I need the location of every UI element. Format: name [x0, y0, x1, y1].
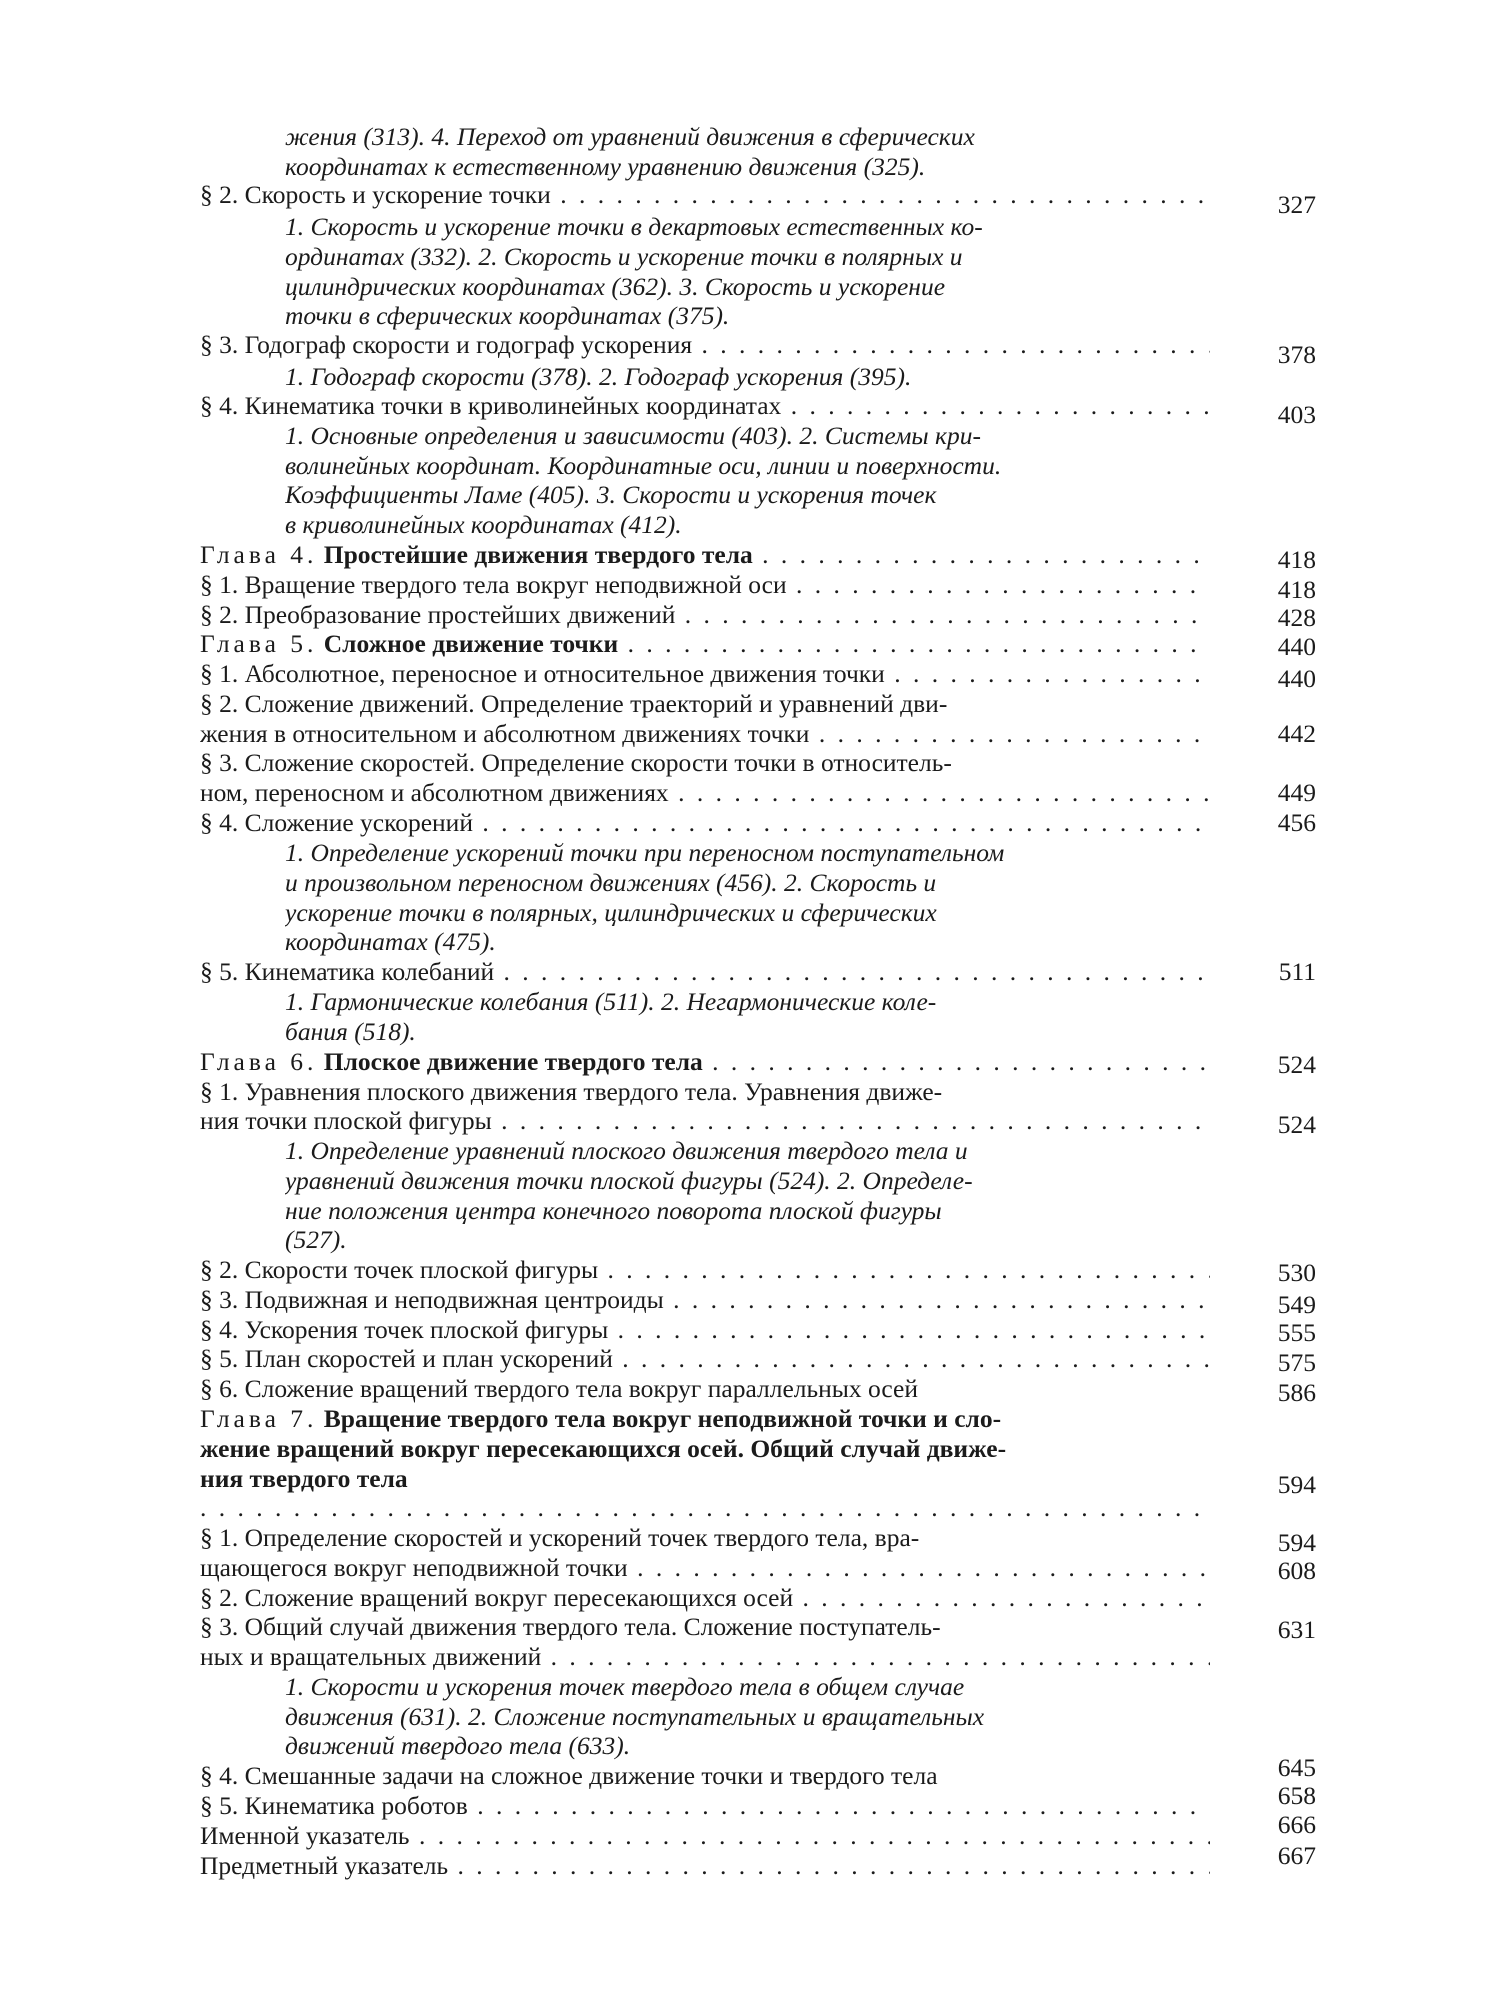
- page-number: 327: [1277, 190, 1316, 219]
- toc-entry-line: [200, 1791, 1210, 1821]
- toc-entry-line: [200, 1374, 1210, 1404]
- entry-text: § 4. Ускорения точек плоской фигуры: [200, 1315, 609, 1344]
- page-number: 645: [1277, 1753, 1316, 1782]
- toc-subentry-line: [285, 362, 1210, 392]
- entry-text: волинейных координат. Координатные оси, линии и поверхности.: [285, 451, 1002, 480]
- entry-text: ных и вращательных движений: [200, 1642, 542, 1671]
- toc-subentry-line: [285, 1136, 1210, 1166]
- toc-entry-line: [200, 1821, 1210, 1851]
- page-number: 418: [1277, 575, 1316, 604]
- page-number: 667: [1277, 1841, 1316, 1870]
- entry-text: 1. Определение уравнений плоского движения твердого тела и: [285, 1136, 968, 1165]
- entry-text: § 2. Преобразование простейших движений: [200, 600, 676, 629]
- entry-text: ном, переносном и абсолютном движениях: [200, 778, 669, 807]
- entry-text: ния точки плоской фигуры: [200, 1106, 492, 1135]
- toc-entry-line: [200, 719, 1210, 749]
- toc-subentry-line: [285, 898, 1210, 928]
- page-number: 575: [1277, 1348, 1316, 1377]
- chapter-title: Вращение твердого тела вокруг неподвижной точки и сло-: [323, 1404, 1002, 1433]
- toc-subentry-line: [285, 1731, 1210, 1761]
- toc-subentry-line: [285, 927, 1210, 957]
- page-number: 442: [1277, 719, 1316, 748]
- toc-entry-line: [200, 1106, 1210, 1136]
- entry-text: § 2. Скорость и ускорение точки: [200, 180, 551, 209]
- chapter-title: Простейшие движения твердого тела: [323, 540, 753, 569]
- toc-entry-line: [200, 1285, 1210, 1315]
- entry-text: § 6. Сложение вращений твердого тела вокруг параллельных осей: [200, 1374, 919, 1403]
- entry-text: § 3. Общий случай движения твердого тела. Сложение поступатель-: [200, 1612, 941, 1641]
- entry-text: движения (631). 2. Сложение поступательных и вращательных: [285, 1702, 985, 1731]
- toc-subentry-line: [285, 212, 1210, 242]
- toc-entry-line: [200, 1612, 1210, 1642]
- page-number: 658: [1277, 1781, 1316, 1810]
- page-number: 440: [1277, 664, 1316, 693]
- entry-text: § 1. Абсолютное, переносное и относительное движения точки: [200, 659, 885, 688]
- entry-text: § 5. Кинематика колебаний: [200, 957, 495, 986]
- toc-subentry-line: [285, 480, 1210, 510]
- page-number: 428: [1277, 603, 1316, 632]
- toc-subentry-line: [285, 838, 1210, 868]
- page-number: 594: [1277, 1528, 1316, 1557]
- toc-chapter-line: [200, 1047, 1210, 1077]
- entry-text: 1. Скорости и ускорения точек твердого тела в общем случае: [285, 1672, 965, 1701]
- page-number: 440: [1277, 632, 1316, 661]
- toc-entry-line: [200, 957, 1210, 987]
- toc-entry-line: [200, 1255, 1210, 1285]
- toc-entry-line: [200, 391, 1210, 421]
- entry-text: цилиндрических координатах (362). 3. Скорость и ускорение: [285, 272, 946, 301]
- toc-subentry-line: [285, 272, 1210, 302]
- entry-text: § 1. Уравнения плоского движения твердого тела. Уравнения движе-: [200, 1077, 943, 1106]
- page-number: 549: [1277, 1290, 1316, 1319]
- toc-entry-line: [200, 570, 1210, 600]
- page-number: 631: [1277, 1615, 1316, 1644]
- toc-entry-line: [200, 1761, 1210, 1791]
- toc-subentry-line: [285, 1702, 1210, 1732]
- entry-text: § 2. Сложение движений. Определение траекторий и уравнений дви-: [200, 689, 948, 718]
- entry-text: Предметный указатель: [200, 1851, 449, 1880]
- entry-text: (527).: [285, 1225, 347, 1254]
- entry-text: координатах к естественному уравнению движения (325).: [285, 152, 926, 181]
- toc-subentry-line: [285, 510, 1210, 540]
- toc-entry-line: [200, 1315, 1210, 1345]
- entry-text: 1. Гармонические колебания (511). 2. Негармонические коле-: [285, 987, 937, 1016]
- toc-entry-line: [200, 600, 1210, 630]
- entry-text: § 4. Кинематика точки в криволинейных координатах: [200, 391, 782, 420]
- page-number: 524: [1277, 1110, 1316, 1139]
- toc-entry-line: [200, 1642, 1210, 1672]
- entry-text: ординатах (332). 2. Скорость и ускорение точки в полярных и: [285, 242, 963, 271]
- toc-subentry-line: [285, 421, 1210, 451]
- page-number: 555: [1277, 1318, 1316, 1347]
- entry-text: 1. Определение ускорений точки при переносном поступательном: [285, 838, 1005, 867]
- entry-text: § 5. Кинематика роботов: [200, 1791, 468, 1820]
- entry-text: § 4. Смешанные задачи на сложное движение точки и твердого тела: [200, 1761, 938, 1790]
- chapter-label: Глава 5.: [200, 629, 318, 658]
- entry-text: 1. Годограф скорости (378). 2. Годограф ускорения (395).: [285, 362, 912, 391]
- toc-subentry-line: [285, 1672, 1210, 1702]
- page-number: 608: [1277, 1556, 1316, 1585]
- toc-subentry-line: [285, 451, 1210, 481]
- entry-text: § 1. Вращение твердого тела вокруг неподвижной оси: [200, 570, 787, 599]
- toc-subentry-line: [285, 1196, 1210, 1226]
- entry-text: движений твердого тела (633).: [285, 1731, 631, 1760]
- toc-subentry-line: [285, 152, 1210, 182]
- entry-text: координатах (475).: [285, 927, 496, 956]
- toc-entry-line: [200, 1851, 1210, 1881]
- toc-entry-line: [200, 1434, 1210, 1464]
- toc-entry-line: [200, 1344, 1210, 1374]
- entry-text: 1. Скорость и ускорение точки в декартовых естественных ко-: [285, 212, 983, 241]
- entry-text: и произвольном переносном движениях (456). 2. Скорость и: [285, 868, 937, 897]
- toc-subentry-line: [285, 301, 1210, 331]
- entry-text: Именной указатель: [200, 1821, 410, 1850]
- toc-entry-line: [200, 689, 1210, 719]
- toc-entry-line: [200, 808, 1210, 838]
- chapter-label: Глава 7.: [200, 1404, 318, 1433]
- toc-subentry-line: [285, 1166, 1210, 1196]
- entry-text: ускорение точки в полярных, цилиндрических и сферических: [285, 898, 937, 927]
- chapter-title: Сложное движение точки: [323, 629, 619, 658]
- toc-subentry-line: [285, 1225, 1210, 1255]
- toc-entry-line: [200, 330, 1210, 360]
- entry-text: уравнений движения точки плоской фигуры (524). 2. Определе-: [285, 1166, 973, 1195]
- entry-text: щающегося вокруг неподвижной точки: [200, 1553, 628, 1582]
- entry-text: § 3. Годограф скорости и годограф ускорения: [200, 330, 693, 359]
- entry-text: § 5. План скоростей и план ускорений: [200, 1344, 613, 1373]
- page-number: 456: [1277, 808, 1316, 837]
- entry-text: жения (313). 4. Переход от уравнений движения в сферических: [285, 122, 975, 151]
- toc-entry-line: [200, 778, 1210, 808]
- toc-entry-line: [200, 1583, 1210, 1613]
- toc-chapter-line: [200, 540, 1210, 570]
- entry-text: ние положения центра конечного поворота плоской фигуры: [285, 1196, 942, 1225]
- toc-subentry-line: [285, 987, 1210, 1017]
- chapter-title-cont: жение вращений вокруг пересекающихся осей. Общий случай движе-: [200, 1434, 1007, 1463]
- chapter-label: Глава 6.: [200, 1047, 318, 1076]
- entry-text: 1. Основные определения и зависимости (403). 2. Системы кри-: [285, 421, 981, 450]
- entry-text: § 2. Скорости точек плоской фигуры: [200, 1255, 599, 1284]
- page-number: 666: [1277, 1810, 1316, 1839]
- entry-text: в криволинейных координатах (412).: [285, 510, 682, 539]
- page-number: 586: [1277, 1378, 1316, 1407]
- entry-text: § 1. Определение скоростей и ускорений точек твердого тела, вра-: [200, 1523, 920, 1552]
- toc-entry-line: [200, 1464, 1210, 1494]
- toc-entry-line: [200, 180, 1210, 210]
- entry-text: Коэффициенты Ламе (405). 3. Скорости и ускорения точек: [285, 480, 937, 509]
- chapter-label: Глава 4.: [200, 540, 318, 569]
- page-number: 378: [1277, 340, 1316, 369]
- toc-entry-line: [200, 659, 1210, 689]
- entry-text: точки в сферических координатах (375).: [285, 301, 730, 330]
- toc-entry-line: [200, 748, 1210, 778]
- toc-subentry-line: [285, 868, 1210, 898]
- page-number: 594: [1277, 1470, 1316, 1499]
- chapter-title: Плоское движение твердого тела: [323, 1047, 703, 1076]
- page-number: 403: [1277, 400, 1316, 429]
- page-number: 524: [1277, 1050, 1316, 1079]
- entry-text: § 4. Сложение ускорений: [200, 808, 473, 837]
- toc-chapter-line: [200, 629, 1210, 659]
- toc-chapter-line: [200, 1404, 1210, 1434]
- entry-text: жения в относительном и абсолютном движениях точки: [200, 719, 810, 748]
- toc-entry-line: [200, 1493, 1210, 1523]
- page-number: 530: [1277, 1258, 1316, 1287]
- page-number: 449: [1277, 778, 1316, 807]
- entry-text: § 2. Сложение вращений вокруг пересекающихся осей: [200, 1583, 794, 1612]
- toc-entry-line: [200, 1523, 1210, 1553]
- page-number: 511: [1278, 957, 1316, 986]
- entry-text: § 3. Подвижная и неподвижная центроиды: [200, 1285, 664, 1314]
- chapter-title-cont: ния твердого тела: [200, 1464, 408, 1493]
- toc-subentry-line: [285, 122, 1210, 152]
- toc-subentry-line: [285, 242, 1210, 272]
- entry-text: § 3. Сложение скоростей. Определение скорости точки в относитель-: [200, 748, 952, 777]
- toc-entry-line: [200, 1553, 1210, 1583]
- toc-entry-line: [200, 1077, 1210, 1107]
- entry-text: бания (518).: [285, 1017, 416, 1046]
- page-number: 418: [1277, 545, 1316, 574]
- toc-subentry-line: [285, 1017, 1210, 1047]
